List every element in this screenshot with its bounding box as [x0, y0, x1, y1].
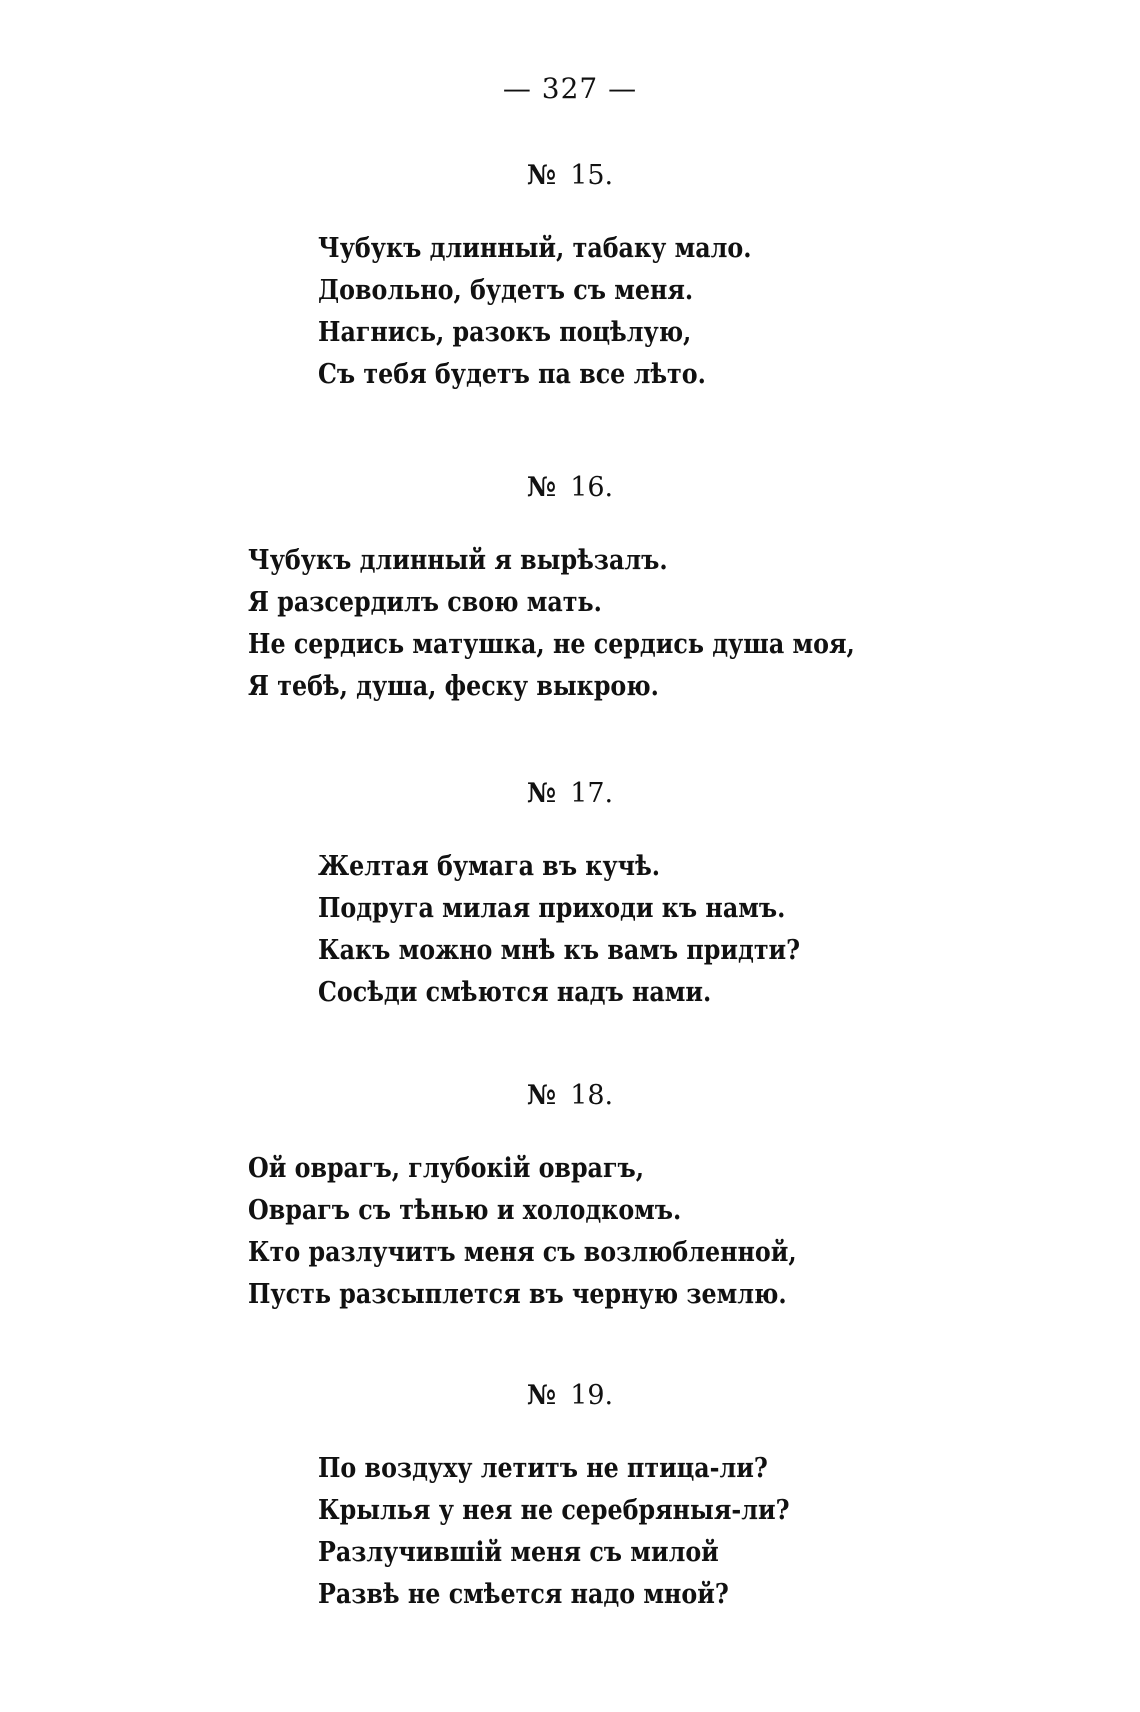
poem-17 — [0, 776, 1140, 1008]
poem-number: 19. — [570, 1380, 614, 1411]
poem-heading — [0, 1078, 1140, 1114]
poem-line: Съ тебя будетъ па все лѣто. — [318, 359, 706, 390]
poem-heading — [0, 470, 1140, 506]
poem-line: Подруга милая приходи къ намъ. — [318, 893, 786, 924]
poem-heading — [0, 776, 1140, 812]
poem-number: 15. — [570, 160, 614, 191]
poem-line: Желтая бумага въ кучѣ. — [318, 851, 661, 882]
number-sign: № — [526, 1080, 557, 1111]
poem-number: 17. — [570, 778, 614, 809]
number-sign: № — [526, 472, 557, 503]
poem-line: Разлучившій меня съ милой — [318, 1537, 719, 1568]
poem-line: Нагнись, разокъ поцѣлую, — [318, 317, 692, 348]
poem-line: Не сердись матушка, не сердись душа моя, — [248, 629, 855, 660]
poem-number: 16. — [570, 472, 614, 503]
poem-lines — [318, 1448, 854, 1616]
poem-line: Крылья у нея не серебряныя-ли? — [318, 1495, 790, 1526]
poem-line: Развѣ не смѣется надо мной? — [318, 1579, 729, 1610]
poem-line: Сосѣди смѣются надъ нами. — [318, 977, 712, 1008]
number-sign: № — [526, 160, 557, 191]
poem-line: Оврагъ съ тѣнью и холодкомъ. — [248, 1195, 682, 1226]
poem-lines — [318, 846, 866, 1014]
page-number: — 327 — — [502, 72, 638, 105]
poem-heading — [0, 1378, 1140, 1414]
poem-15 — [0, 158, 1140, 390]
poem-line: Какъ можно мнѣ къ вамъ придти? — [318, 935, 801, 966]
poem-line: Ой оврагъ, глубокій оврагъ, — [248, 1153, 645, 1184]
poem-line: Пусть разсыплется въ черную землю. — [248, 1279, 787, 1310]
poem-number: 18. — [570, 1080, 614, 1111]
number-sign: № — [526, 778, 557, 809]
poem-19 — [0, 1378, 1140, 1610]
poem-line: По воздуху летитъ не птица-ли? — [318, 1453, 768, 1484]
poem-line: Чубукъ длинный, табаку мало. — [318, 233, 752, 264]
poem-heading — [0, 158, 1140, 194]
poem-lines — [318, 228, 811, 396]
poem-line: Я тебѣ, душа, феску выкрою. — [248, 671, 659, 702]
poem-lines — [248, 540, 938, 708]
number-sign: № — [526, 1380, 557, 1411]
poem-line: Кто разлучитъ меня съ возлюбленной, — [248, 1237, 797, 1268]
poem-16 — [0, 470, 1140, 702]
poem-18 — [0, 1078, 1140, 1310]
poem-line: Чубукъ длинный я вырѣзалъ. — [248, 545, 668, 576]
poem-line: Я разсердилъ свою мать. — [248, 587, 602, 618]
poem-lines — [248, 1148, 871, 1316]
poem-line: Довольно, будетъ съ меня. — [318, 275, 694, 306]
